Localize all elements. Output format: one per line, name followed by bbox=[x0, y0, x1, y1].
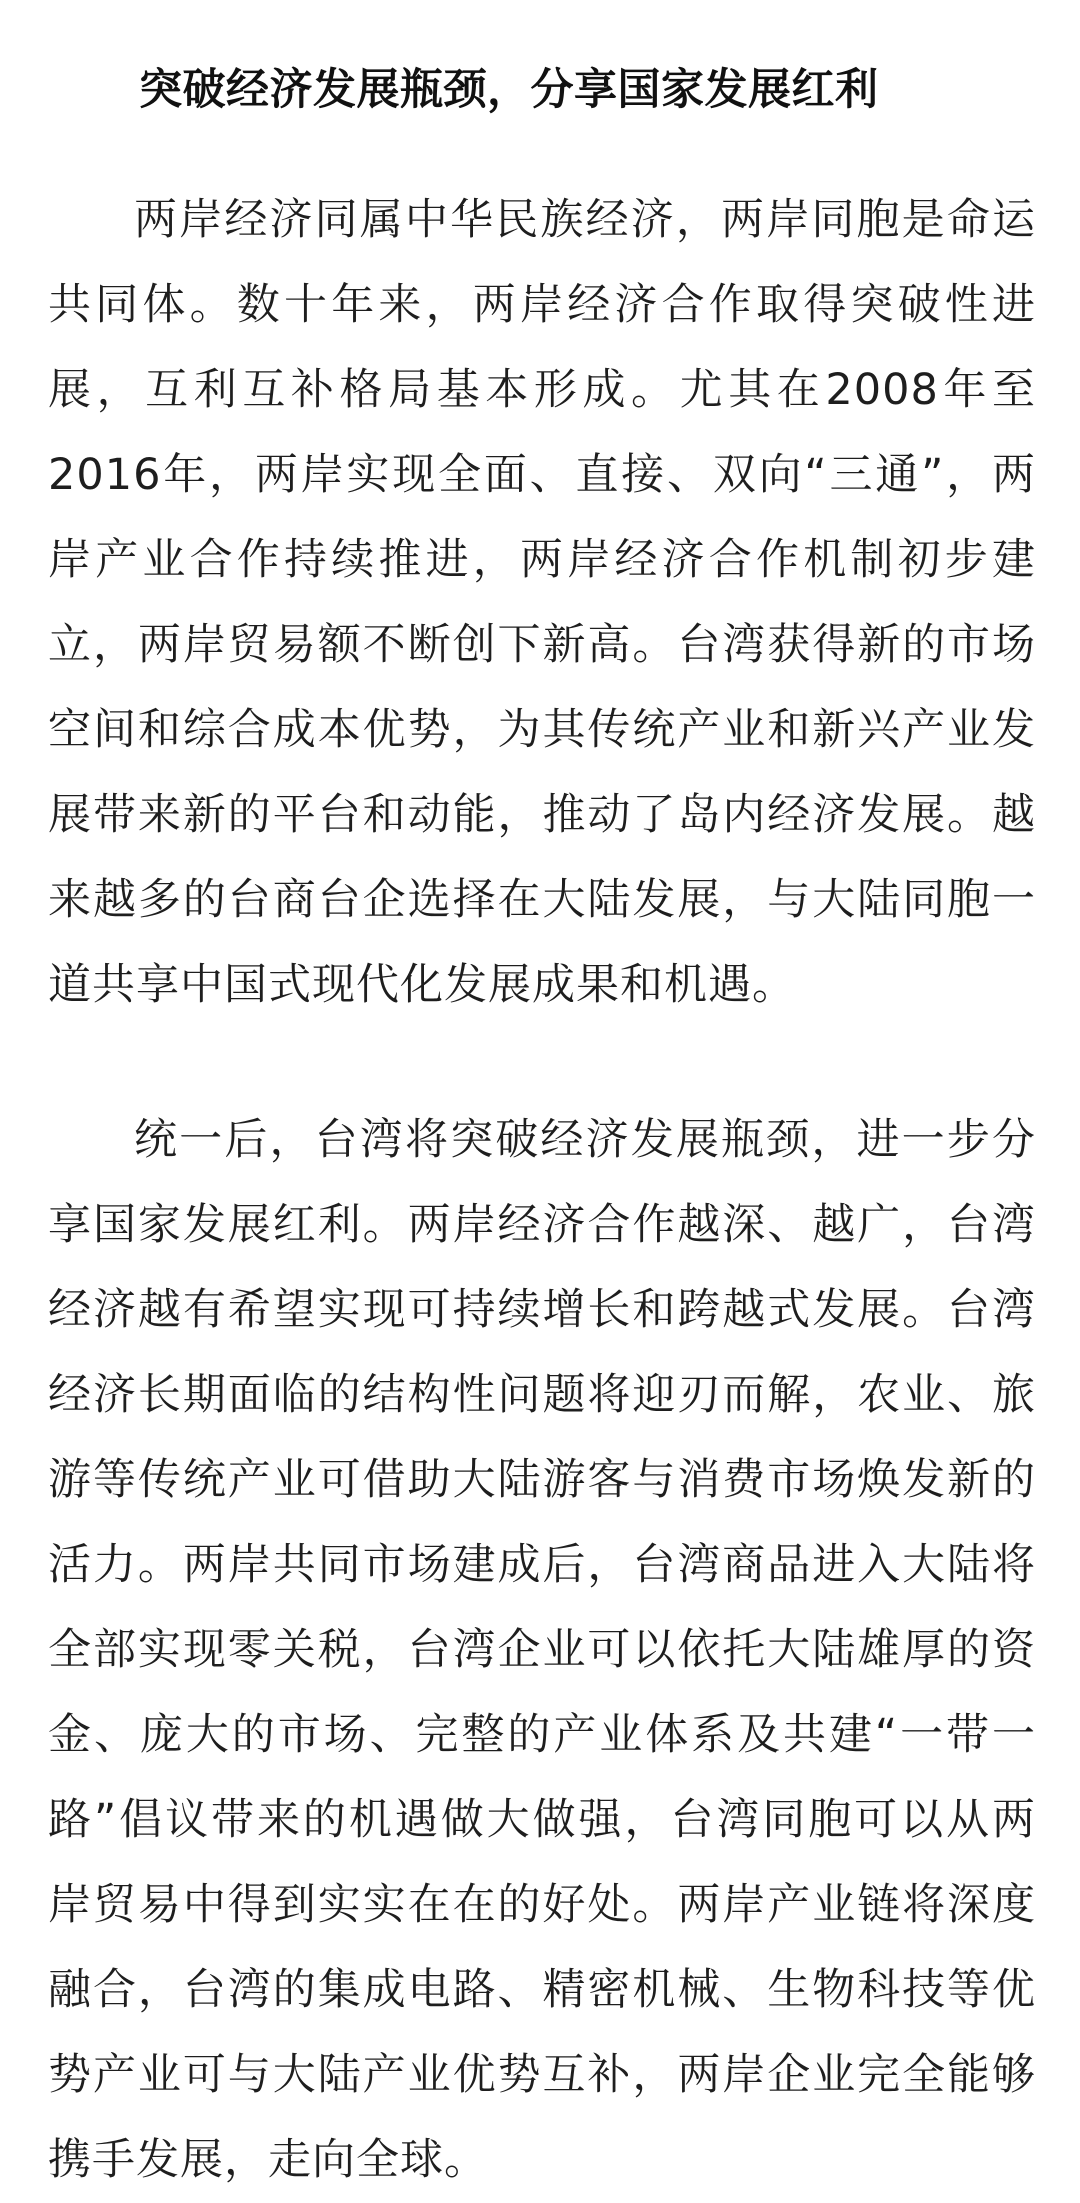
article-title: 突破经济发展瓶颈，分享国家发展红利 bbox=[139, 65, 879, 115]
article-paragraph-2: 统一后，台湾将突破经济发展瓶颈，进一步分享国家发展红利。两岸经济合作越深、越广，台湾经济越有希望实现可持续增长和跨越式发展。台湾经济长期面临的结构性问题将迎刃而解，农业、旅游等传统产业可借助大陆游客与消费市场焕发新的活力。两岸共同市场建成后，台湾商品进入大陆将全部实现零关税，台湾企业可以依托大陆雄厚的资金、庞大的市场、完整的产业体系及共建“一带一路”倡议带来的机遇做大做强，台湾同胞可以从两岸贸易中得到实实在在的好处。两岸产业链将深度融合，台湾的集成电路、精密机械、生物科技等优势产业可与大陆产业优势互补，两岸企业完全能够携手发展，走向全球。 bbox=[48, 1115, 1036, 2185]
article-paragraph-1: 两岸经济同属中华民族经济，两岸同胞是命运共同体。数十年来，两岸经济合作取得突破性进展，互利互补格局基本形成。尤其在2008年至2016年，两岸实现全面、直接、双向“三通”，两岸产业合作持续推进，两岸经济合作机制初步建立，两岸贸易额不断创下新高。台湾获得新的市场空间和综合成本优势，为其传统产业和新兴产业发展带来新的平台和动能，推动了岛内经济发展。越来越多的台商台企选择在大陆发展，与大陆同胞一道共享中国式现代化发展成果和机遇。 bbox=[48, 195, 1036, 1010]
